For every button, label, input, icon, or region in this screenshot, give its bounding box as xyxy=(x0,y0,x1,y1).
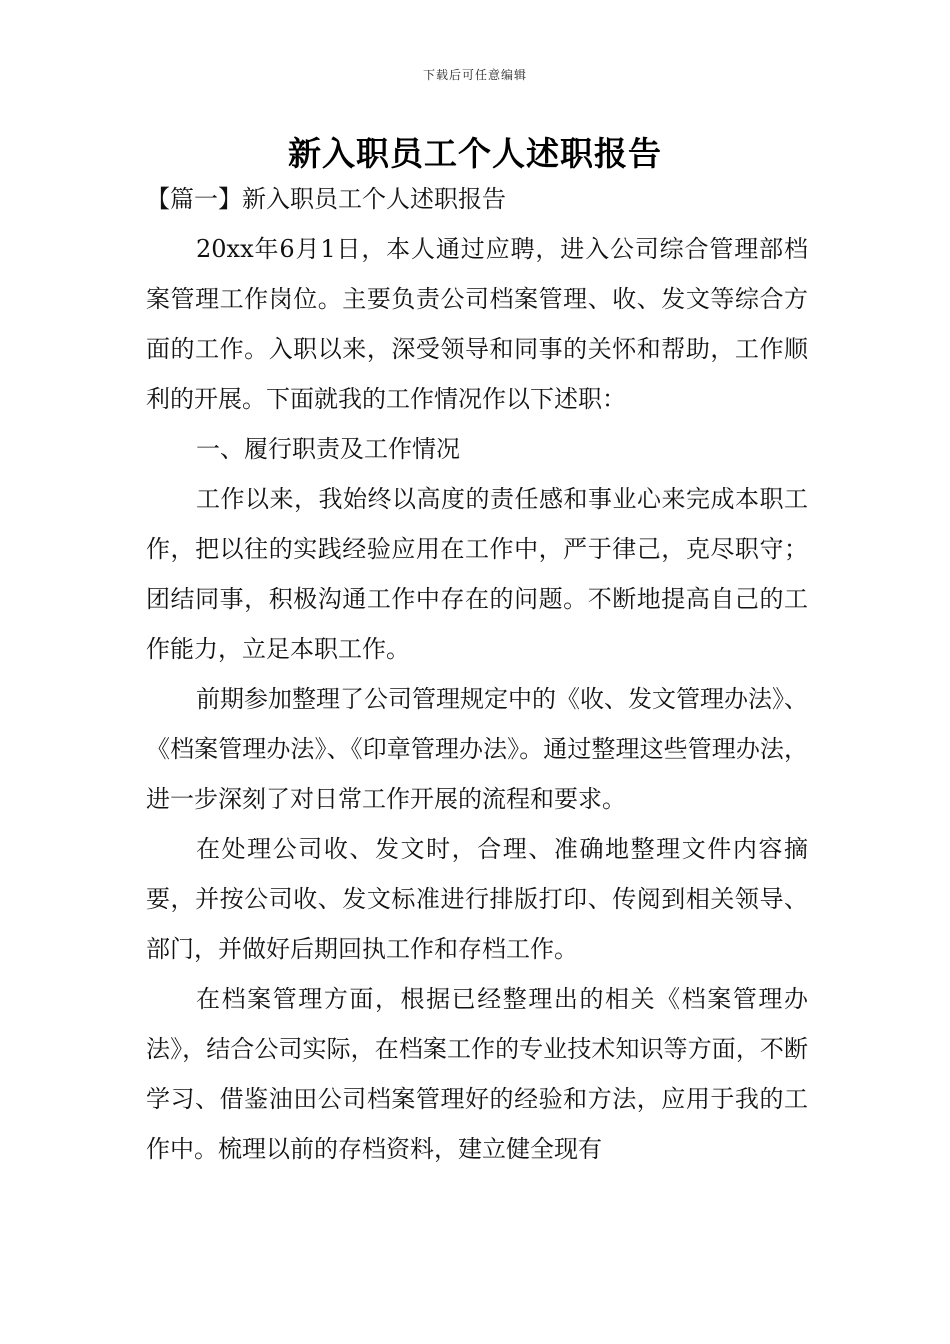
header-note: 下载后可任意编辑 xyxy=(422,68,527,82)
document-body xyxy=(146,174,808,1174)
paragraph-regulations: 前期参加整理了公司管理规定中的《收、发文管理办法》、《档案管理办法》、《印章管理办法》。通过整理这些管理办法，进一步深刻了对日常工作开展的流程和要求。 xyxy=(146,685,808,813)
paragraph-work-attitude: 工作以来，我始终以高度的责任感和事业心来完成本职工作，把以往的实践经验应用在工作中，严于律己，克尽职守；团结同事，积极沟通工作中存在的问题。不断地提高自己的工作能力，立足本职工作。 xyxy=(146,485,808,663)
subsection-heading: 一、履行职责及工作情况 xyxy=(196,435,460,463)
paragraph-archives: 在档案管理方面，根据已经整理出的相关《档案管理办法》，结合公司实际，在档案工作的专业技术知识等方面，不断学习、借鉴油田公司档案管理好的经验和方法，应用于我的工作中。梳理以前的存档资料，建立健全现有 xyxy=(146,985,808,1163)
document-title: 新入职员工个人述职报告 xyxy=(288,134,662,173)
paragraph-intro: 20xx年6月1日，本人通过应聘，进入公司综合管理部档案管理工作岗位。主要负责公司档案管理、收、发文等综合方面的工作。入职以来，深受领导和同事的关怀和帮助，工作顺利的开展。下面就我的工作情况作以下述职： xyxy=(146,235,808,413)
paragraph-documents: 在处理公司收、发文时，合理、准确地整理文件内容摘要，并按公司收、发文标准进行排版打印、传阅到相关领导、部门，并做好后期回执工作和存档工作。 xyxy=(146,835,808,963)
section-heading: 【篇一】新入职员工个人述职报告 xyxy=(146,185,506,213)
